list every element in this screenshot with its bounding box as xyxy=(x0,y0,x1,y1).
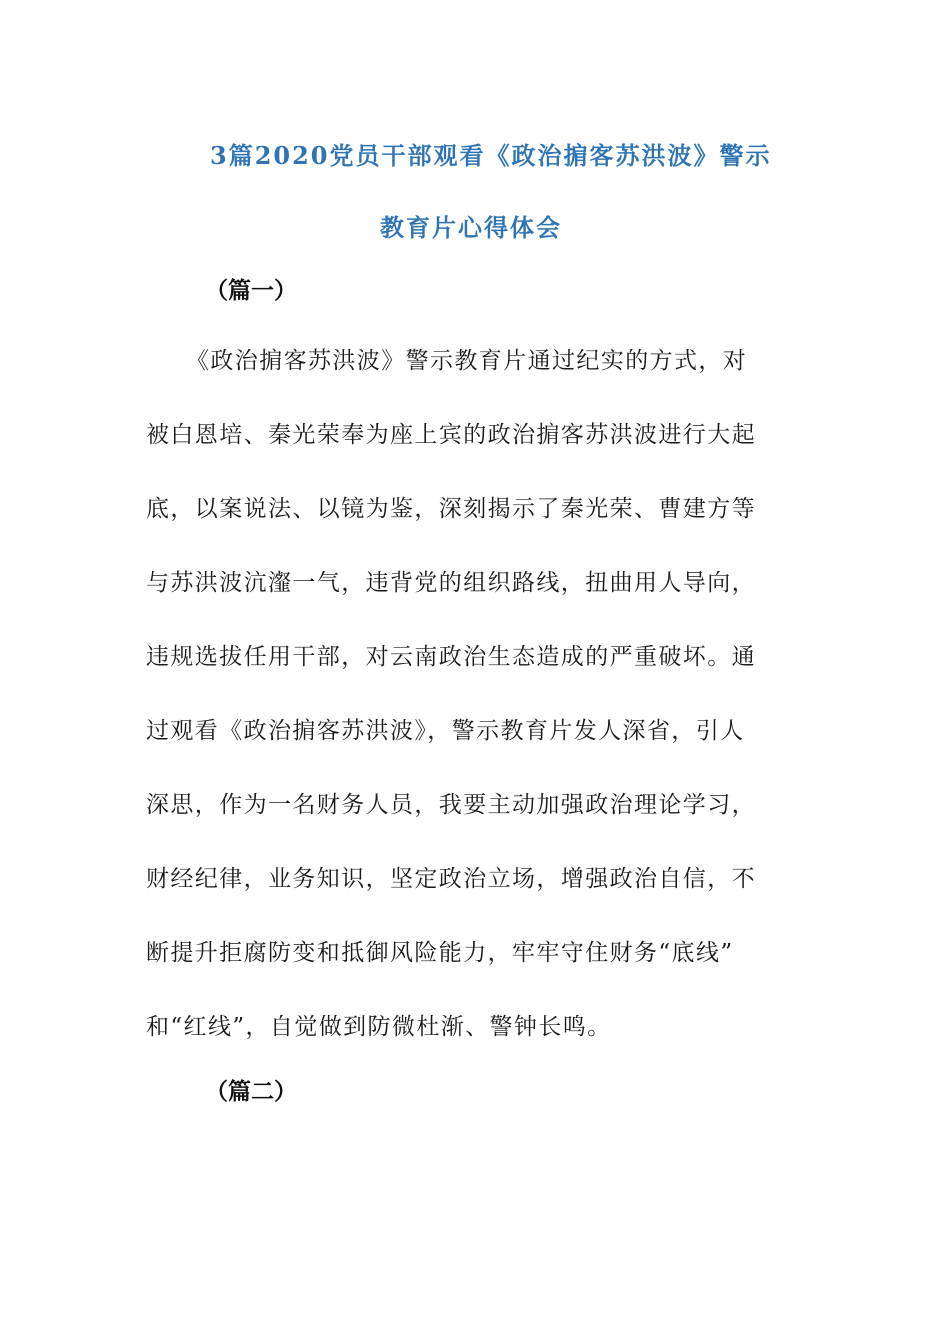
paragraph-line: 财经纪律，业务知识，坚定政治立场，增强政治自信，不 xyxy=(146,866,756,892)
paragraph-line: 深思，作为一名财务人员，我要主动加强政治理论学习， xyxy=(146,792,756,818)
paragraph-line: 断提升拒腐防变和抵御风险能力，牢牢守住财务“底线” xyxy=(146,940,734,966)
paragraph-line: 过观看《政治掮客苏洪波》，警示教育片发人深省，引人 xyxy=(146,718,745,744)
document-title-line-1: 3篇2020党员干部观看《政治掮客苏洪波》警示 xyxy=(210,141,772,170)
section-2-heading: （篇二） xyxy=(205,1078,297,1105)
document-title-line-2: 教育片心得体会 xyxy=(380,213,562,242)
paragraph-line: 被白恩培、秦光荣奉为座上宾的政治掮客苏洪波进行大起 xyxy=(146,422,756,448)
paragraph-line: 与苏洪波沆瀣一气，违背党的组织路线，扭曲用人导向， xyxy=(146,570,756,596)
paragraph-line: 《政治掮客苏洪波》警示教育片通过纪实的方式，对 xyxy=(186,348,748,374)
paragraph-line: 违规选拔任用干部，对云南政治生态造成的严重破坏。通 xyxy=(146,644,756,670)
section-1-heading: （篇一） xyxy=(205,277,297,304)
paragraph-line: 和“红线”，自觉做到防微杜渐、警钟长鸣。 xyxy=(146,1014,612,1040)
paragraph-line: 底，以案说法、以镜为鉴，深刻揭示了秦光荣、曹建方等 xyxy=(146,496,756,522)
